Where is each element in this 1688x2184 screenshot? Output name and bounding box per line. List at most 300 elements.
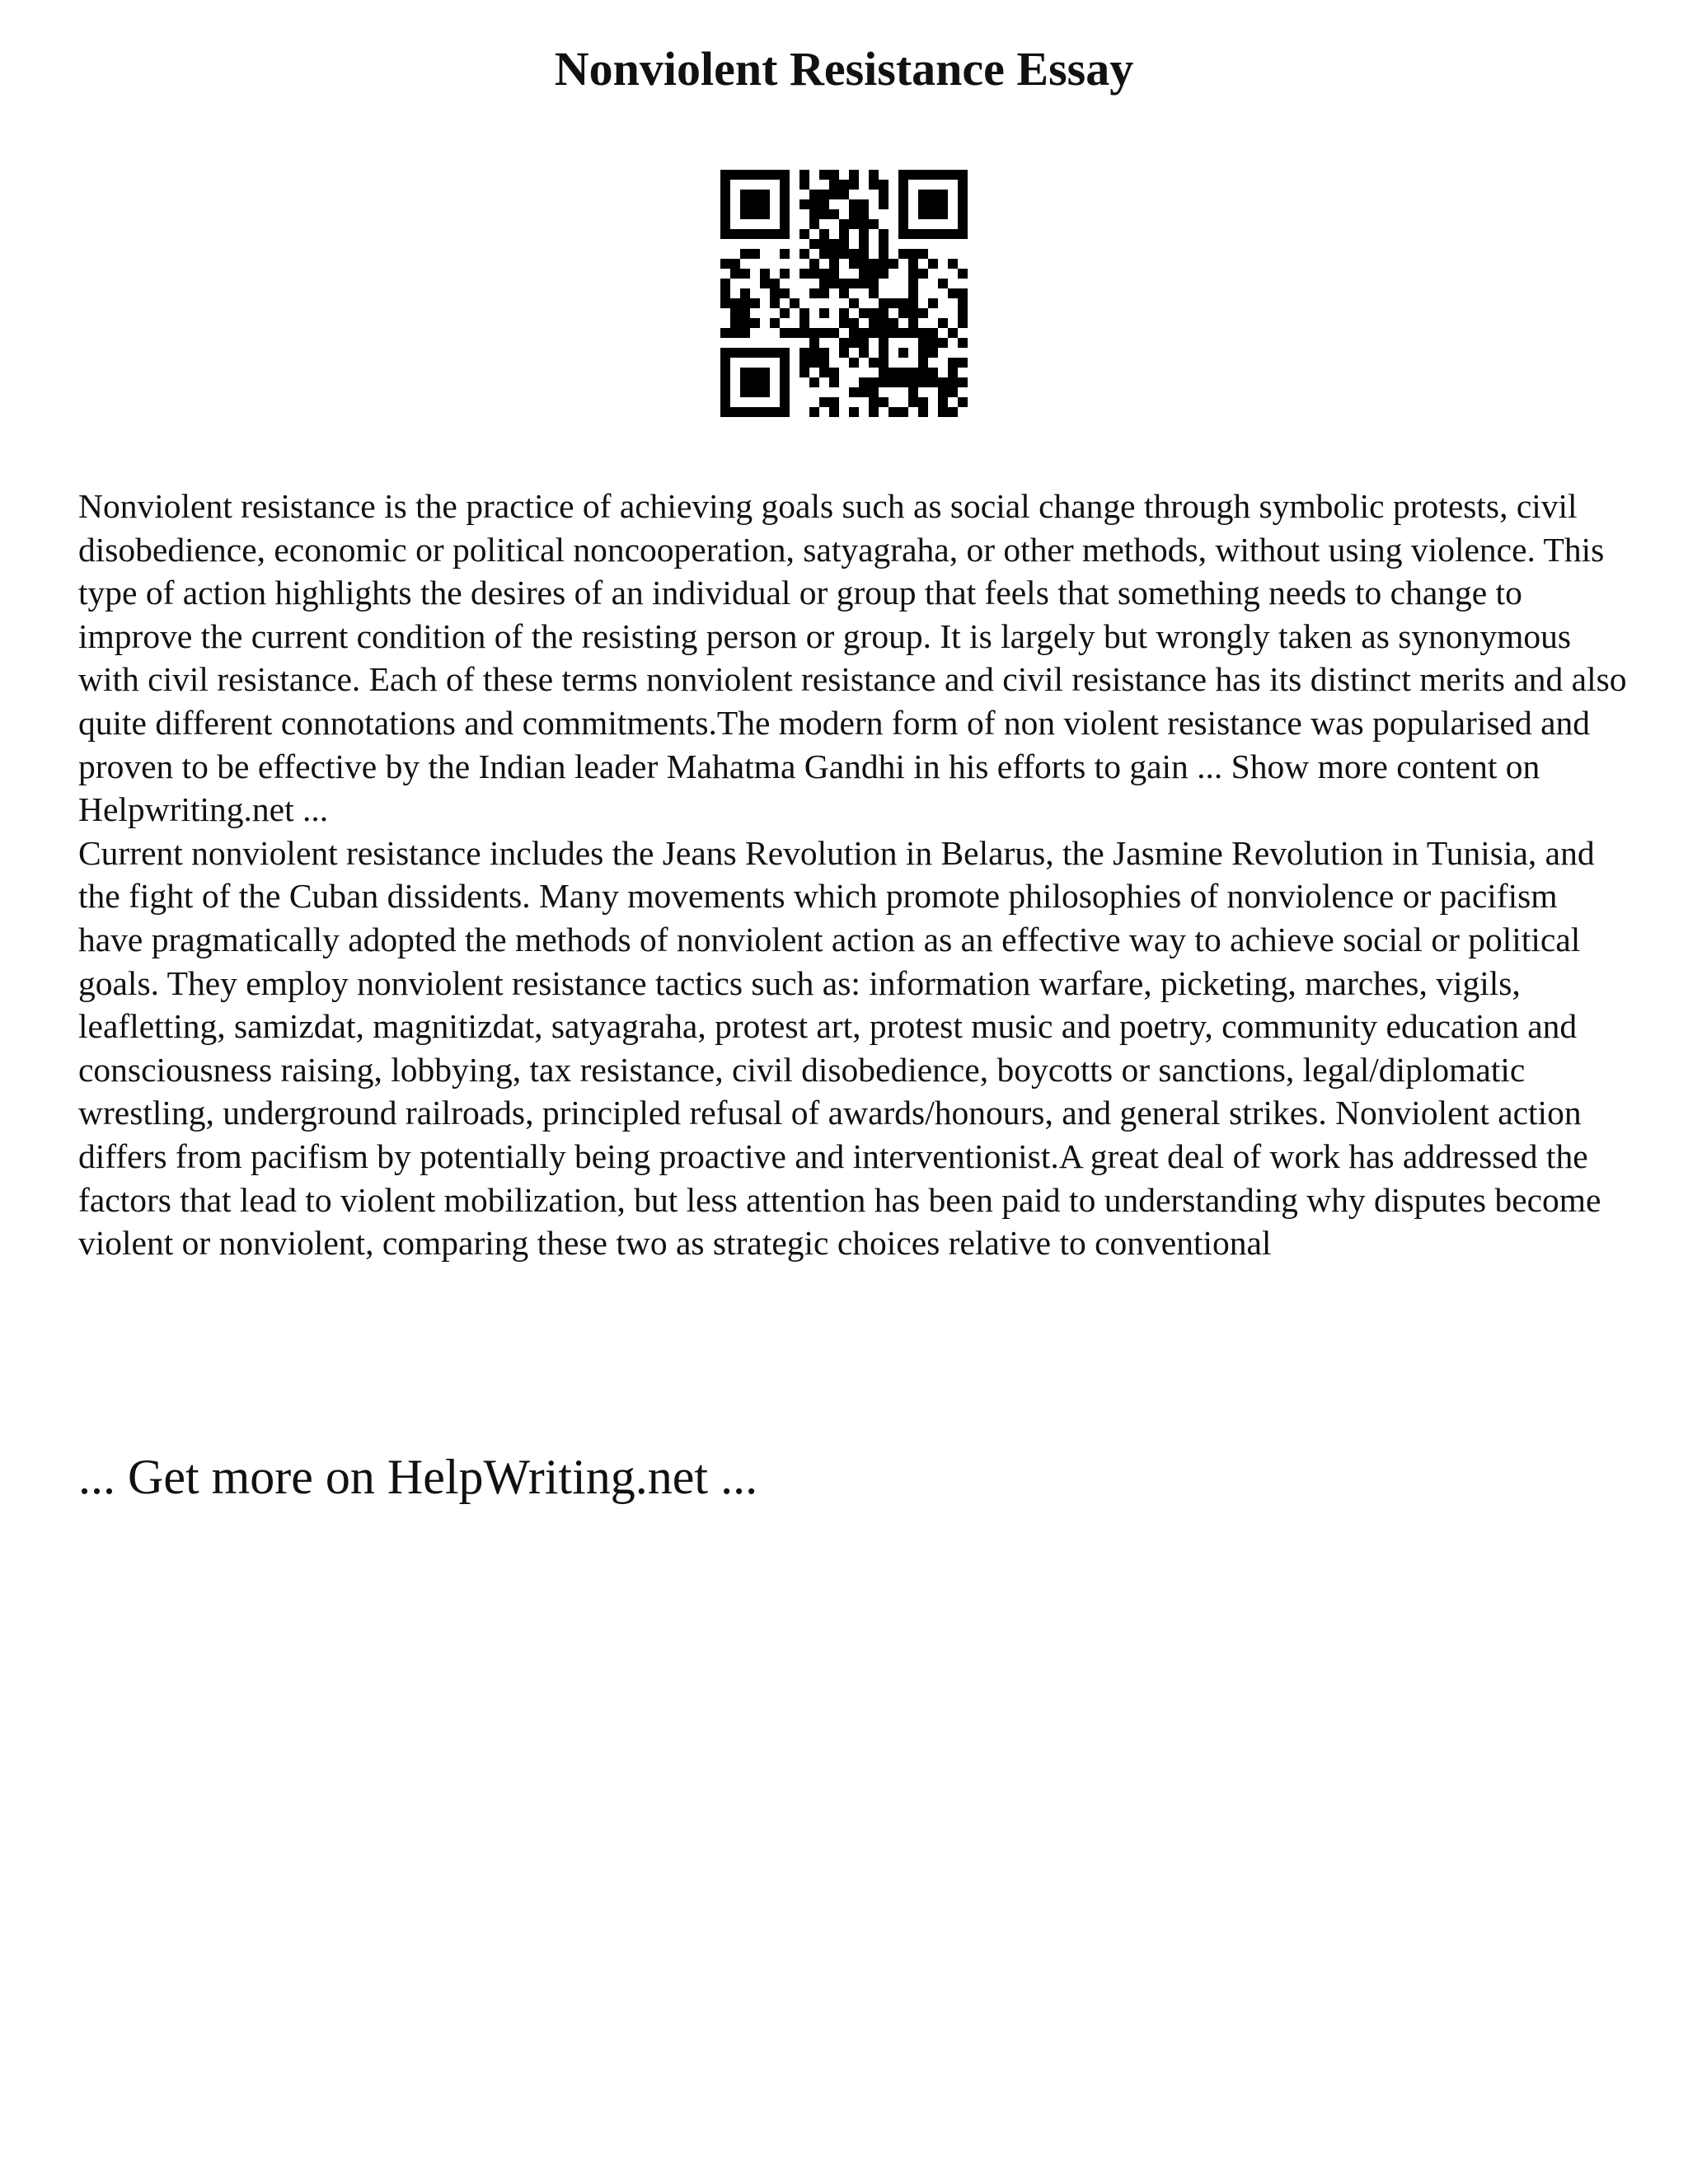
qr-module <box>958 180 968 190</box>
qr-module <box>730 229 740 239</box>
qr-module <box>849 298 859 308</box>
qr-module <box>829 368 839 377</box>
qr-module <box>730 328 740 338</box>
qr-module <box>889 298 898 308</box>
qr-module <box>730 308 740 318</box>
qr-module <box>819 199 829 209</box>
qr-module <box>780 328 790 338</box>
qr-module <box>958 209 968 219</box>
qr-module <box>799 170 809 180</box>
qr-module <box>740 318 750 328</box>
qr-module <box>740 298 750 308</box>
qr-module <box>740 199 750 209</box>
qr-module <box>720 199 730 209</box>
qr-module <box>908 377 918 387</box>
qr-module <box>879 269 889 279</box>
qr-module <box>889 407 898 417</box>
qr-module <box>879 239 889 249</box>
qr-module <box>720 209 730 219</box>
qr-module <box>938 170 948 180</box>
qr-module <box>918 249 928 259</box>
qr-module <box>869 358 879 368</box>
qr-module <box>740 209 750 219</box>
qr-module <box>770 348 780 358</box>
qr-module <box>958 358 968 368</box>
qr-module <box>869 377 879 387</box>
qr-module <box>740 288 750 298</box>
qr-module <box>720 407 730 417</box>
qr-module <box>849 170 859 180</box>
qr-module <box>879 338 889 348</box>
qr-module <box>898 348 908 358</box>
qr-module <box>928 328 938 338</box>
qr-module <box>869 397 879 407</box>
qr-module <box>849 407 859 417</box>
qr-module <box>898 229 908 239</box>
qr-module <box>918 170 928 180</box>
qr-module <box>740 229 750 239</box>
qr-module <box>819 348 829 358</box>
qr-module <box>849 209 859 219</box>
qr-module <box>780 249 790 259</box>
qr-module <box>849 259 859 269</box>
qr-module <box>938 229 948 239</box>
qr-module <box>879 259 889 269</box>
qr-module <box>760 190 770 199</box>
qr-code-icon[interactable] <box>720 170 968 417</box>
qr-module <box>819 279 829 288</box>
qr-module <box>879 298 889 308</box>
qr-module <box>918 209 928 219</box>
qr-module <box>799 348 809 358</box>
qr-module <box>750 229 760 239</box>
qr-module <box>819 170 829 180</box>
qr-module <box>918 308 928 318</box>
qr-module <box>809 348 819 358</box>
qr-module <box>730 269 740 279</box>
qr-module <box>780 199 790 209</box>
qr-module <box>720 190 730 199</box>
qr-module <box>770 229 780 239</box>
qr-module <box>790 298 799 308</box>
qr-module <box>908 259 918 269</box>
qr-module <box>740 348 750 358</box>
qr-module <box>829 249 839 259</box>
qr-module <box>760 209 770 219</box>
qr-module <box>908 279 918 288</box>
qr-module <box>839 190 849 199</box>
qr-module <box>849 358 859 368</box>
qr-module <box>780 170 790 180</box>
qr-module <box>869 328 879 338</box>
qr-module <box>908 318 918 328</box>
qr-module <box>918 397 928 407</box>
qr-module <box>750 377 760 387</box>
qr-module <box>780 229 790 239</box>
qr-module <box>720 377 730 387</box>
qr-module <box>859 239 869 249</box>
qr-module <box>780 288 790 298</box>
qr-module <box>730 348 740 358</box>
qr-module <box>879 180 889 190</box>
qr-module <box>819 190 829 199</box>
qr-module <box>780 308 790 318</box>
qr-module <box>819 368 829 377</box>
qr-module <box>839 180 849 190</box>
qr-module <box>879 348 889 358</box>
essay-paragraph-2: Current nonviolent resistance includes the Jeans Revolution in Belarus, the Jasmine Revolution in Tunisia, and the fight of the Cuban dissidents. Many movements which promote philosophies of nonviolence or pacifism have pragmatically adopted the methods of nonviolent action as an effective way to achieve social or political goals. They employ nonviolent resistance tactics such as: information warfare, picketing, marches, vigils, leafletting, samizdat, magnitizdat, satyagraha, protest art, protest music and poetry, community education and consciousness raising, lobbying, tax resistance, civil disobedience, boycotts or sanctions, legal/diplomatic wrestling, underground railroads, principled refusal of awards/honours, and general strikes. Nonviolent action differs from pacifism by potentially being proactive and interventionist.A great deal of work has addressed the factors that lead to violent mobilization, but less attention has been paid to understanding why disputes become violent or nonviolent, comparing these two as strategic choices relative to conventional <box>78 833 1601 1263</box>
qr-module <box>918 199 928 209</box>
qr-module <box>819 229 829 239</box>
qr-module <box>829 239 839 249</box>
qr-module <box>918 348 928 358</box>
qr-module <box>859 377 869 387</box>
qr-module <box>839 348 849 358</box>
qr-module <box>879 190 889 199</box>
qr-module <box>849 279 859 288</box>
qr-module <box>958 308 968 318</box>
qr-module <box>780 377 790 387</box>
qr-module <box>889 318 898 328</box>
qr-module <box>720 298 730 308</box>
qr-module <box>859 279 869 288</box>
qr-module <box>819 328 829 338</box>
qr-module <box>819 358 829 368</box>
qr-module <box>869 180 879 190</box>
qr-module <box>898 328 908 338</box>
qr-module <box>740 190 750 199</box>
qr-module <box>918 358 928 368</box>
qr-module <box>918 368 928 377</box>
qr-module <box>829 328 839 338</box>
qr-module <box>750 209 760 219</box>
qr-module <box>809 239 819 249</box>
qr-module <box>948 328 958 338</box>
qr-module <box>869 318 879 328</box>
qr-module <box>928 348 938 358</box>
qr-module <box>839 338 849 348</box>
essay-body <box>78 485 1628 1265</box>
qr-module <box>819 209 829 219</box>
qr-module <box>859 338 869 348</box>
qr-module <box>958 318 968 328</box>
qr-module <box>829 279 839 288</box>
qr-module <box>839 249 849 259</box>
qr-module <box>869 387 879 397</box>
qr-module <box>829 407 839 417</box>
qr-module <box>720 328 730 338</box>
qr-module <box>770 288 780 298</box>
qr-module <box>809 377 819 387</box>
qr-module <box>859 328 869 338</box>
qr-module <box>869 288 879 298</box>
qr-module <box>859 259 869 269</box>
qr-module <box>799 358 809 368</box>
qr-module <box>780 209 790 219</box>
qr-module <box>908 170 918 180</box>
qr-module <box>859 269 869 279</box>
qr-module <box>918 269 928 279</box>
qr-module <box>760 377 770 387</box>
qr-module <box>879 249 889 259</box>
qr-module <box>780 190 790 199</box>
qr-module <box>819 269 829 279</box>
qr-module <box>918 407 928 417</box>
qr-module <box>958 377 968 387</box>
qr-module <box>740 249 750 259</box>
qr-module <box>819 239 829 249</box>
qr-module <box>750 318 760 328</box>
qr-module <box>829 397 839 407</box>
qr-module <box>859 348 869 358</box>
qr-module <box>938 338 948 348</box>
qr-module <box>908 387 918 397</box>
qr-module <box>948 368 958 377</box>
qr-module <box>750 348 760 358</box>
qr-code-graphic <box>720 170 968 417</box>
qr-module <box>760 279 770 288</box>
qr-module <box>948 358 958 368</box>
qr-module <box>740 170 750 180</box>
qr-module <box>898 308 908 318</box>
qr-module <box>918 229 928 239</box>
qr-module <box>720 397 730 407</box>
qr-module <box>948 259 958 269</box>
qr-module <box>750 407 760 417</box>
qr-module <box>928 377 938 387</box>
qr-module <box>898 170 908 180</box>
qr-module <box>928 368 938 377</box>
qr-module <box>750 170 760 180</box>
qr-module <box>898 298 908 308</box>
qr-module <box>740 269 750 279</box>
qr-module <box>938 279 948 288</box>
qr-module <box>849 318 859 328</box>
qr-module <box>740 328 750 338</box>
qr-module <box>859 249 869 259</box>
qr-module <box>720 387 730 397</box>
qr-module <box>869 308 879 318</box>
qr-module <box>849 219 859 229</box>
qr-module <box>730 170 740 180</box>
qr-module <box>948 387 958 397</box>
qr-module <box>928 209 938 219</box>
qr-module <box>908 269 918 279</box>
qr-module <box>770 170 780 180</box>
qr-module <box>819 397 829 407</box>
qr-module <box>799 328 809 338</box>
qr-module <box>780 368 790 377</box>
qr-module <box>879 318 889 328</box>
qr-module <box>879 368 889 377</box>
qr-module <box>799 249 809 259</box>
qr-module <box>859 199 869 209</box>
qr-module <box>780 269 790 279</box>
qr-module <box>938 407 948 417</box>
qr-module <box>760 170 770 180</box>
qr-module <box>879 397 889 407</box>
qr-module <box>869 279 879 288</box>
qr-module <box>879 358 889 368</box>
qr-module <box>720 368 730 377</box>
qr-module <box>898 190 908 199</box>
qr-module <box>809 209 819 219</box>
qr-module <box>928 338 938 348</box>
qr-module <box>760 229 770 239</box>
qr-module <box>809 269 819 279</box>
qr-module <box>928 170 938 180</box>
qr-module <box>958 199 968 209</box>
qr-module <box>849 328 859 338</box>
qr-module <box>849 249 859 259</box>
qr-module <box>898 249 908 259</box>
qr-module <box>928 199 938 209</box>
qr-module <box>740 368 750 377</box>
qr-module <box>859 308 869 318</box>
qr-module <box>879 328 889 338</box>
qr-module <box>958 338 968 348</box>
qr-module <box>809 338 819 348</box>
qr-module <box>898 199 908 209</box>
qr-module <box>720 180 730 190</box>
qr-module <box>740 377 750 387</box>
qr-module <box>958 219 968 229</box>
qr-module <box>849 180 859 190</box>
qr-module <box>938 318 948 328</box>
qr-module <box>799 308 809 318</box>
qr-module <box>829 180 839 190</box>
qr-module <box>829 170 839 180</box>
qr-module <box>928 190 938 199</box>
qr-module <box>720 219 730 229</box>
qr-module <box>799 318 809 328</box>
qr-module <box>918 190 928 199</box>
qr-module <box>760 407 770 417</box>
qr-module <box>869 269 879 279</box>
qr-module <box>859 209 869 219</box>
qr-module <box>859 229 869 239</box>
qr-module <box>829 209 839 219</box>
qr-module <box>799 229 809 239</box>
qr-module <box>849 338 859 348</box>
qr-module <box>750 368 760 377</box>
qr-module <box>809 288 819 298</box>
qr-module <box>750 387 760 397</box>
essay-paragraph-1: Nonviolent resistance is the practice of achieving goals such as social change through symbolic protests, civil disobedience, economic or political noncooperation, satyagraha, or other methods, without using violence. This type of action highlights the desires of an individual or group that feels that something needs to change to improve the current condition of the resisting person or group. It is largely but wrongly taken as synonymous with civil resistance. Each of these terms nonviolent resistance and civil resistance has its distinct merits and also quite different connotations and commitments.The modern form of non violent resistance was popularised and proven to be effective by the Indian leader Mahatma Gandhi in his efforts to gain ... Show more content on Helpwriting.net ... <box>78 487 1627 829</box>
qr-module <box>859 219 869 229</box>
qr-module <box>809 259 819 269</box>
qr-module <box>879 308 889 318</box>
qr-module <box>889 259 898 269</box>
qr-module <box>780 180 790 190</box>
qr-module <box>948 288 958 298</box>
qr-module <box>730 318 740 328</box>
qr-module <box>849 199 859 209</box>
qr-module <box>869 259 879 269</box>
qr-module <box>879 377 889 387</box>
qr-module <box>948 377 958 387</box>
qr-module <box>780 348 790 358</box>
qr-module <box>770 279 780 288</box>
qr-module <box>770 298 780 308</box>
qr-module <box>958 397 968 407</box>
qr-module <box>720 358 730 368</box>
qr-module <box>908 229 918 239</box>
qr-module <box>928 259 938 269</box>
qr-module <box>908 288 918 298</box>
qr-module <box>750 298 760 308</box>
qr-module <box>958 229 968 239</box>
qr-module <box>839 229 849 239</box>
qr-module <box>898 407 908 417</box>
qr-module <box>780 387 790 397</box>
qr-module <box>948 170 958 180</box>
qr-module <box>730 259 740 269</box>
qr-module <box>829 269 839 279</box>
qr-module <box>889 328 898 338</box>
qr-module <box>720 170 730 180</box>
qr-module <box>918 338 928 348</box>
qr-module <box>938 190 948 199</box>
qr-module <box>918 377 928 387</box>
qr-module <box>908 249 918 259</box>
qr-module <box>839 288 849 298</box>
qr-module <box>809 199 819 209</box>
qr-module <box>869 170 879 180</box>
get-more-link[interactable]: ... Get more on HelpWriting.net ... <box>78 1450 758 1504</box>
qr-module <box>819 288 829 298</box>
qr-module <box>790 328 799 338</box>
qr-module <box>908 298 918 308</box>
qr-module <box>938 199 948 209</box>
qr-module <box>829 377 839 387</box>
qr-module <box>809 219 819 229</box>
qr-module <box>928 298 938 308</box>
qr-module <box>938 377 948 387</box>
qr-module <box>898 219 908 229</box>
qr-module <box>780 397 790 407</box>
qr-module <box>889 377 898 387</box>
qr-module <box>760 387 770 397</box>
qr-module <box>760 269 770 279</box>
qr-module <box>720 288 730 298</box>
qr-module <box>898 377 908 387</box>
qr-module <box>799 180 809 190</box>
qr-module <box>839 279 849 288</box>
qr-module <box>879 229 889 239</box>
qr-module <box>809 190 819 199</box>
qr-module <box>740 387 750 397</box>
qr-module <box>849 387 859 397</box>
qr-module <box>908 328 918 338</box>
qr-module <box>799 368 809 377</box>
qr-module <box>740 308 750 318</box>
qr-module <box>750 199 760 209</box>
qr-module <box>730 298 740 308</box>
qr-module <box>839 239 849 249</box>
qr-module <box>809 358 819 368</box>
qr-module <box>948 229 958 239</box>
qr-module <box>948 407 958 417</box>
qr-module <box>908 308 918 318</box>
qr-module <box>938 387 948 397</box>
qr-module <box>839 308 849 318</box>
qr-module <box>829 190 839 199</box>
qr-module <box>898 180 908 190</box>
document-title: Nonviolent Resistance Essay <box>554 42 1134 96</box>
qr-module <box>720 279 730 288</box>
qr-module <box>839 318 849 328</box>
